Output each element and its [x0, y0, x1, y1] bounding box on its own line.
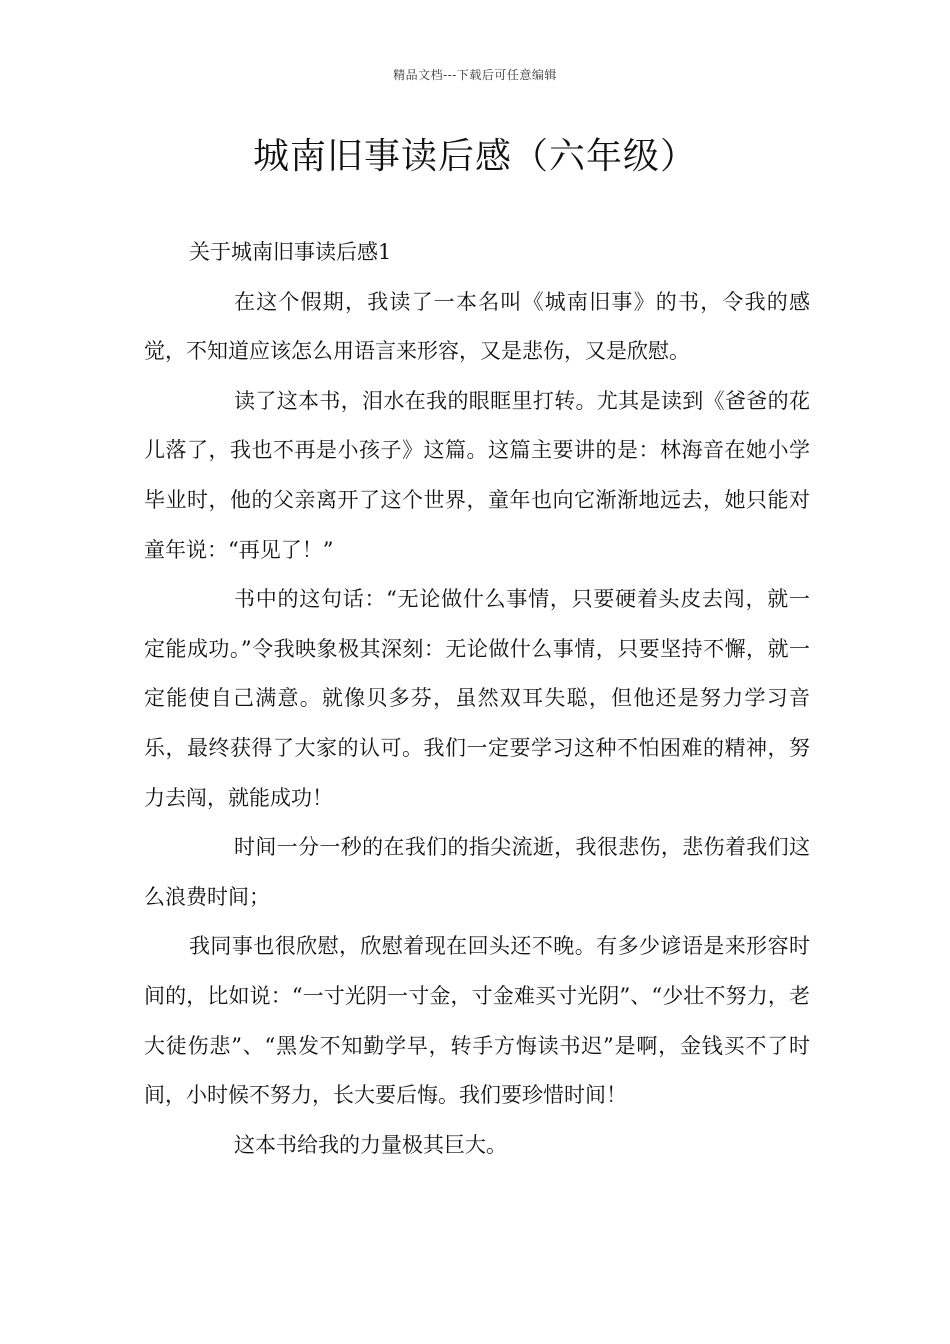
document-title: 城南旧事读后感（六年级） — [252, 136, 697, 177]
paragraph: 读了这本书，泪水在我的眼眶里打转。尤其是读到《爸爸的花儿落了，我也不再是小孩子》这篇。这篇主要讲的是：林海音在她小学毕业时，他的父亲离开了这个世界，童年也向它渐渐地远去，她只能对童年说：“再见了！” — [144, 388, 810, 562]
paragraph: 书中的这句话：“无论做什么事情，只要硬着头皮去闯，就一定能成功。”令我映象极其深刻：无论做什么事情，只要坚持不懈，就一定能使自己满意。就像贝多芬，虽然双耳失聪，但他还是努力学习音乐，最终获得了大家的认可。我们一定要学习这种不怕困难的精神，努力去闯，就能成功！ — [144, 587, 810, 810]
paragraph: 我同事也很欣慰，欣慰着现在回头还不晚。有多少谚语是来形容时间的，比如说：“一寸光阴一寸金，寸金难买寸光阴”、“少壮不努力，老大徒伤悲”、“黑发不知勤学早，转手方悔读书迟”是啊，金钱买不了时间，小时候不努力，长大要后悔。我们要珍惜时间！ — [144, 934, 810, 1108]
subheading: 关于城南旧事读后感1 — [189, 240, 392, 264]
document-body — [144, 228, 810, 1170]
paragraph: 在这个假期，我读了一本名叫《城南旧事》的书，令我的感觉，不知道应该怎么用语言来形容，又是悲伤，又是欣慰。 — [144, 289, 810, 364]
paragraph: 这本书给我的力量极其巨大。 — [234, 1132, 507, 1157]
header-note: 精品文档---下载后可任意编辑 — [393, 68, 557, 82]
paragraph: 时间一分一秒的在我们的指尖流逝，我很悲伤，悲伤着我们这么浪费时间； — [144, 835, 810, 909]
